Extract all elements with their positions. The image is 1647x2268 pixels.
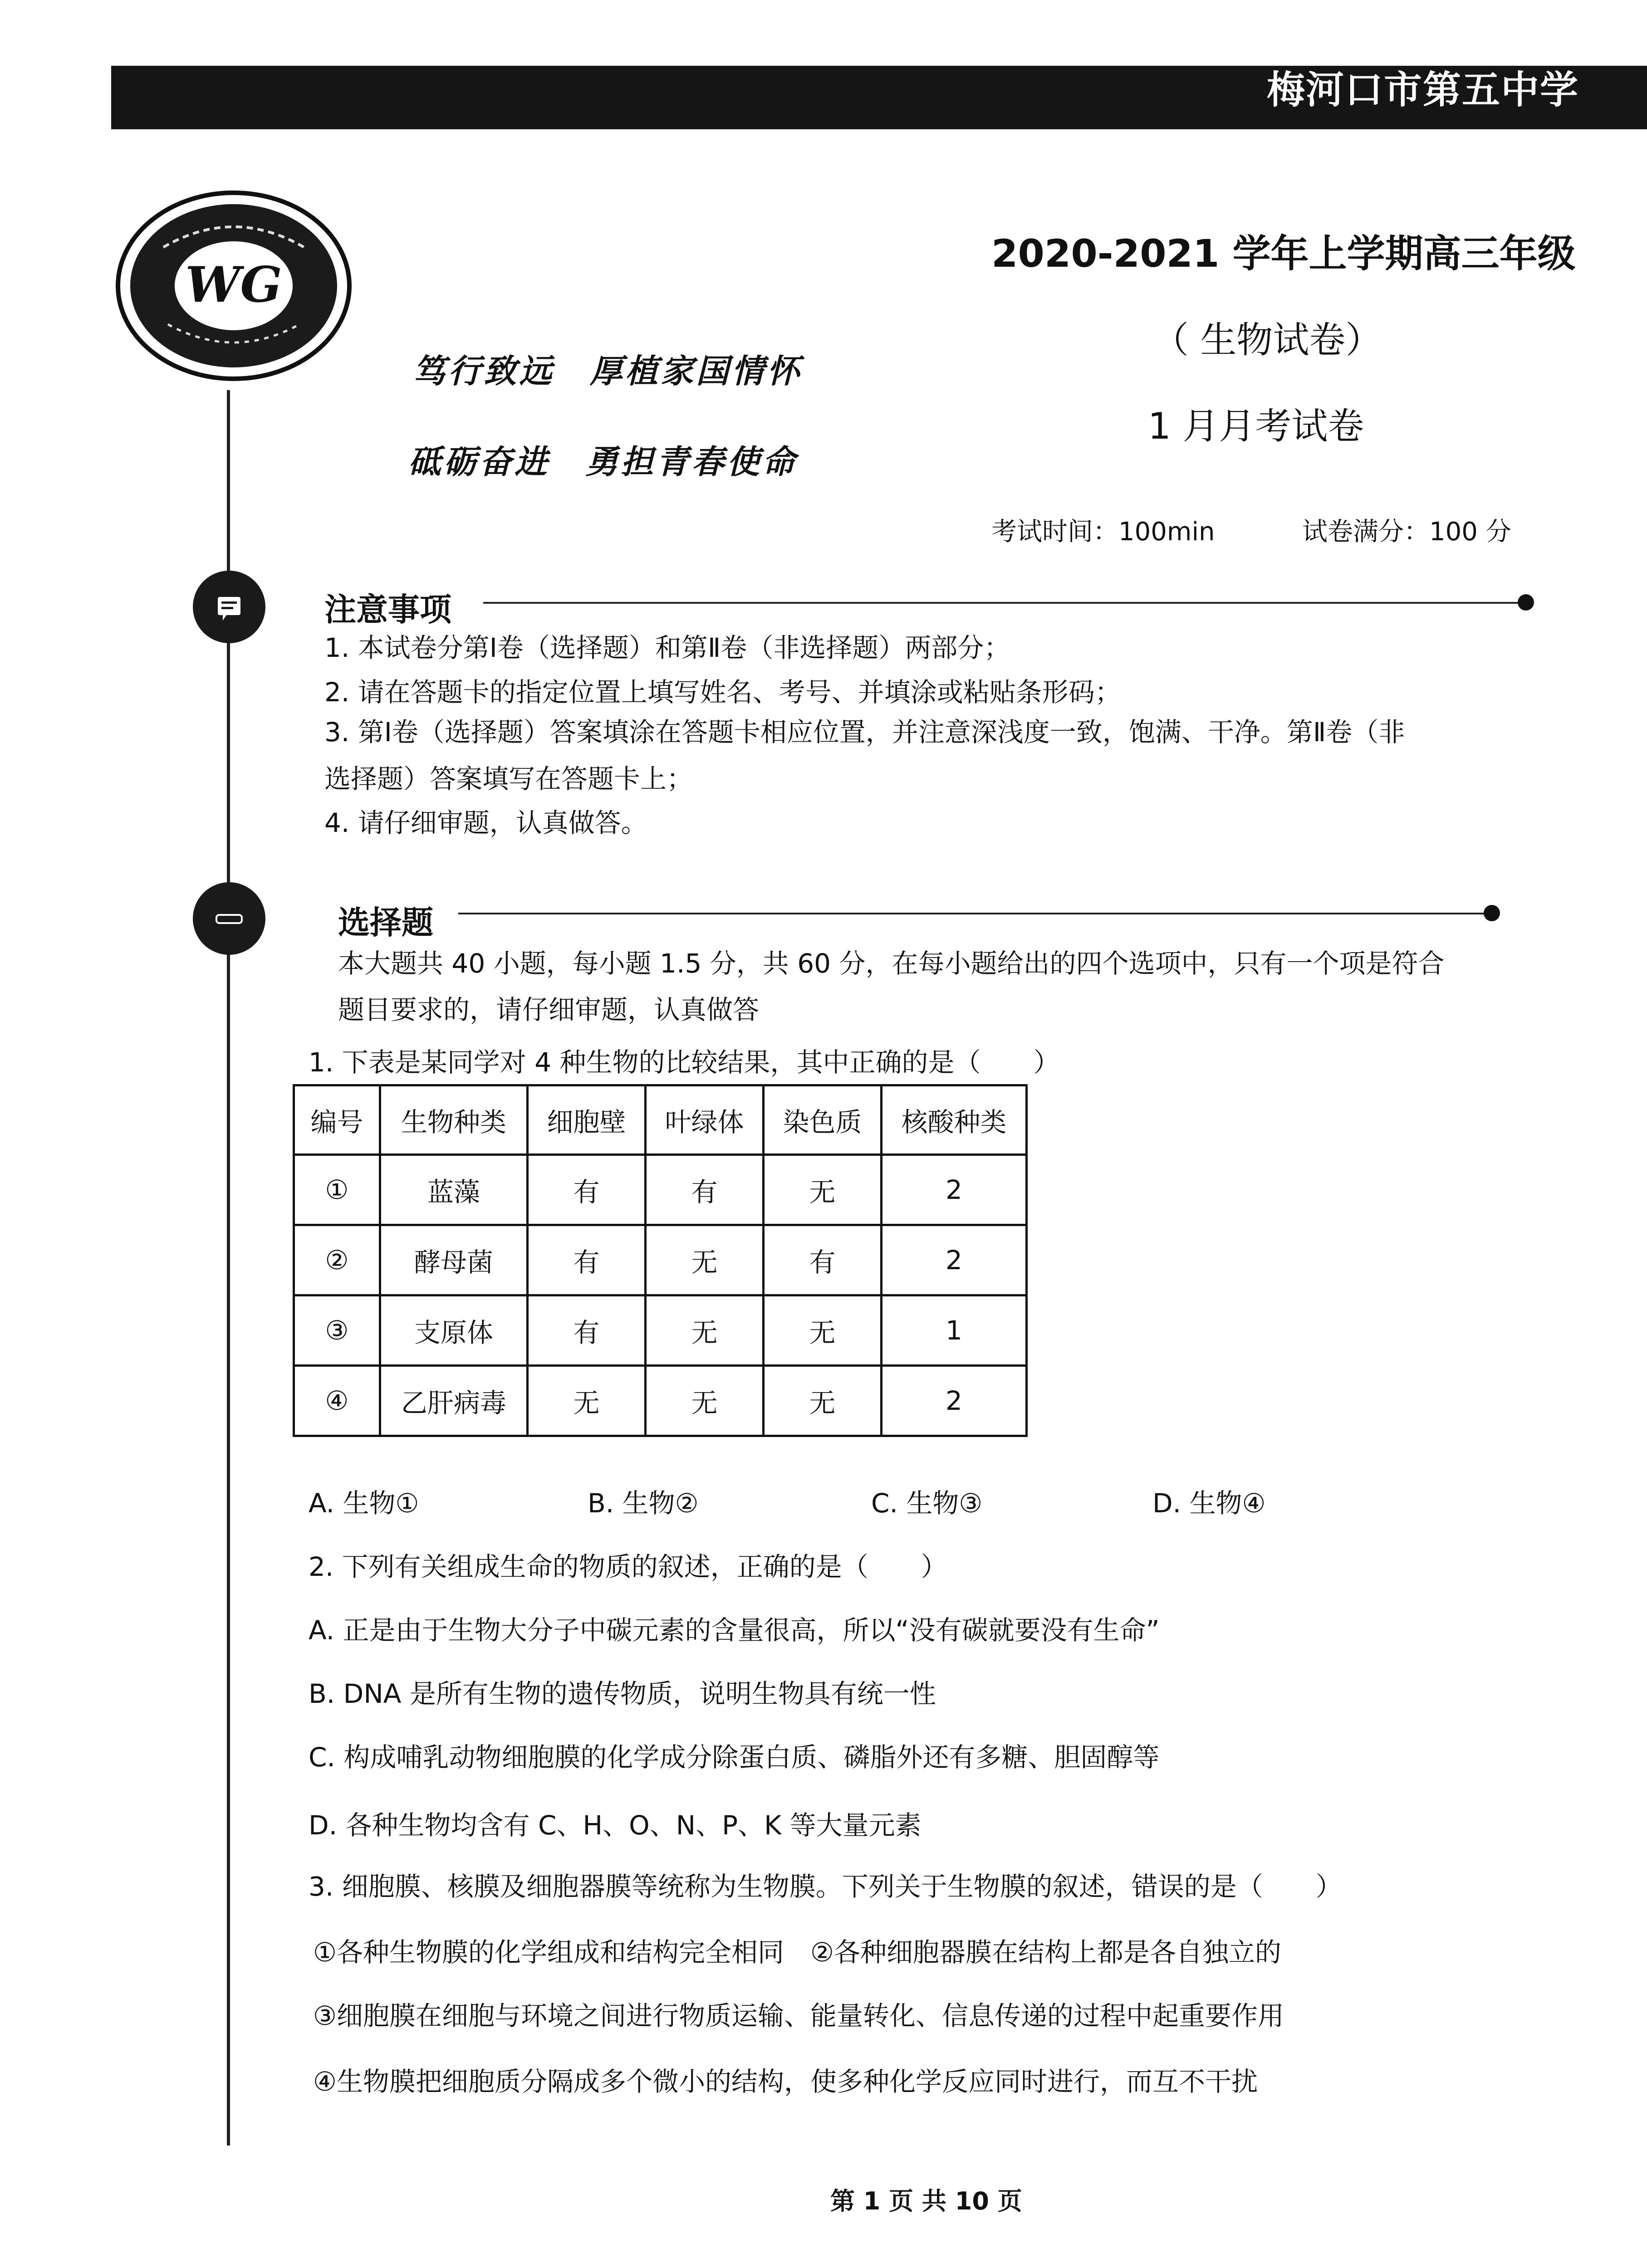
- table-cell: 2: [882, 1155, 1027, 1225]
- table-cell: 1: [882, 1295, 1027, 1366]
- notice-item: 2. 请在答题卡的指定位置上填写姓名、考号、并填涂或粘贴条形码；: [324, 677, 1121, 708]
- exam-score: 试卷满分：100 分: [1302, 517, 1511, 547]
- question-1-stem: 1. 下表是某同学对 4 种生物的比较结果，其中正确的是（ ）: [309, 1047, 1060, 1078]
- table-header-cell: 核酸种类: [882, 1085, 1027, 1155]
- table-cell: 乙肝病毒: [380, 1366, 528, 1436]
- table-cell: 2: [882, 1225, 1027, 1295]
- table-cell: ②: [294, 1225, 380, 1295]
- choice-intro: 题目要求的，请仔细审题，认真做答: [338, 994, 760, 1025]
- table-cell: 无: [764, 1155, 882, 1225]
- q1-table: [293, 1084, 1028, 1437]
- q3-statement: ③细胞膜在细胞与环境之间进行物质运输、能量转化、信息传递的过程中起重要作用: [313, 2000, 1284, 2031]
- table-cell: 无: [764, 1366, 882, 1436]
- table-header-row: [294, 1085, 1027, 1155]
- svg-text:WG: WG: [185, 256, 282, 313]
- q1-option-b: B. 生物②: [588, 1488, 699, 1519]
- table-row: [294, 1155, 1027, 1225]
- notice-section-icon: [193, 571, 265, 643]
- question-3-stem: 3. 细胞膜、核膜及细胞器膜等统称为生物膜。下列关于生物膜的叙述，错误的是（ ）: [309, 1871, 1342, 1902]
- exam-subject: （ 生物试卷）: [1152, 319, 1382, 361]
- table-cell: 无: [646, 1295, 764, 1366]
- choice-divider: [458, 913, 1493, 914]
- choice-section-icon: [193, 882, 265, 955]
- notice-title: 注意事项: [324, 591, 451, 628]
- q2-option-a: A. 正是由于生物大分子中碳元素的含量很高，所以“没有碳就要没有生命”: [309, 1615, 1160, 1646]
- choice-divider-dot: [1484, 905, 1500, 921]
- table-cell: 2: [882, 1366, 1027, 1436]
- q2-option-d: D. 各种生物均含有 C、H、O、N、P、K 等大量元素: [309, 1810, 922, 1841]
- table-cell: 支原体: [380, 1295, 528, 1366]
- notice-divider-dot: [1518, 594, 1534, 611]
- table-header-cell: 染色质: [764, 1085, 882, 1155]
- table-cell: 有: [528, 1225, 646, 1295]
- q3-statement: ①各种生物膜的化学组成和结构完全相同 ②各种细胞器膜在结构上都是各自独立的: [313, 1937, 1281, 1968]
- school-name: 梅河口市第五中学: [1266, 68, 1579, 112]
- table-header-cell: 叶绿体: [646, 1085, 764, 1155]
- q1-option-d: D. 生物④: [1152, 1488, 1266, 1519]
- table-cell: ③: [294, 1295, 380, 1366]
- question-2-stem: 2. 下列有关组成生命的物质的叙述，正确的是（ ）: [309, 1551, 947, 1582]
- notice-item: 3. 第Ⅰ卷（选择题）答案填涂在答题卡相应位置，并注意深浅度一致，饱满、干净。第Ⅱ卷（非: [324, 717, 1405, 748]
- table-cell: 无: [646, 1225, 764, 1295]
- table-cell: 有: [646, 1155, 764, 1225]
- choice-title: 选择题: [338, 904, 433, 941]
- table-cell: 蓝藻: [380, 1155, 528, 1225]
- notice-item: 选择题）答案填写在答题卡上；: [324, 763, 693, 794]
- message-icon: [193, 571, 265, 643]
- table-row: [294, 1295, 1027, 1366]
- table-cell: 无: [646, 1366, 764, 1436]
- table-row: [294, 1366, 1027, 1436]
- table-cell: ①: [294, 1155, 380, 1225]
- exam-title: 2020-2021 学年上学期高三年级: [991, 231, 1576, 276]
- exam-time: 考试时间：100min: [991, 517, 1215, 547]
- table-cell: ④: [294, 1366, 380, 1436]
- motto-line-1: 笃行致远 厚植家国情怀: [413, 352, 803, 390]
- table-cell: 无: [764, 1295, 882, 1366]
- timeline-line: [227, 390, 230, 2146]
- table-header-cell: 编号: [294, 1085, 380, 1155]
- page-number: 第 1 页 共 10 页: [830, 2187, 1022, 2215]
- table-cell: 有: [764, 1225, 882, 1295]
- q1-option-a: A. 生物①: [309, 1488, 419, 1519]
- question-icon: [193, 882, 265, 955]
- table-header-cell: 细胞壁: [528, 1085, 646, 1155]
- exam-name: 1 月月考试卷: [1148, 405, 1364, 447]
- notice-item: 1. 本试卷分第Ⅰ卷（选择题）和第Ⅱ卷（非选择题）两部分；: [324, 632, 1010, 663]
- q2-option-b: B. DNA 是所有生物的遗传物质，说明生物具有统一性: [309, 1678, 936, 1709]
- notice-item: 4. 请仔细审题，认真做答。: [324, 807, 647, 838]
- table-cell: 有: [528, 1295, 646, 1366]
- school-logo: [113, 188, 354, 383]
- motto-line-2: 砥砺奋进 勇担青春使命: [408, 442, 798, 481]
- table-cell: 酵母菌: [380, 1225, 528, 1295]
- notice-divider: [483, 602, 1522, 604]
- q1-option-c: C. 生物③: [871, 1488, 983, 1519]
- table-cell: 有: [528, 1155, 646, 1225]
- table-header-cell: 生物种类: [380, 1085, 528, 1155]
- q3-statement: ④生物膜把细胞质分隔成多个微小的结构，使多种化学反应同时进行，而互不干扰: [313, 2066, 1258, 2097]
- table-row: [294, 1225, 1027, 1295]
- q2-option-c: C. 构成哺乳动物细胞膜的化学成分除蛋白质、磷脂外还有多糖、胆固醇等: [309, 1742, 1160, 1773]
- choice-intro: 本大题共 40 小题，每小题 1.5 分，共 60 分，在每小题给出的四个选项中，只有一个项是符合: [338, 948, 1445, 979]
- table-cell: 无: [528, 1366, 646, 1436]
